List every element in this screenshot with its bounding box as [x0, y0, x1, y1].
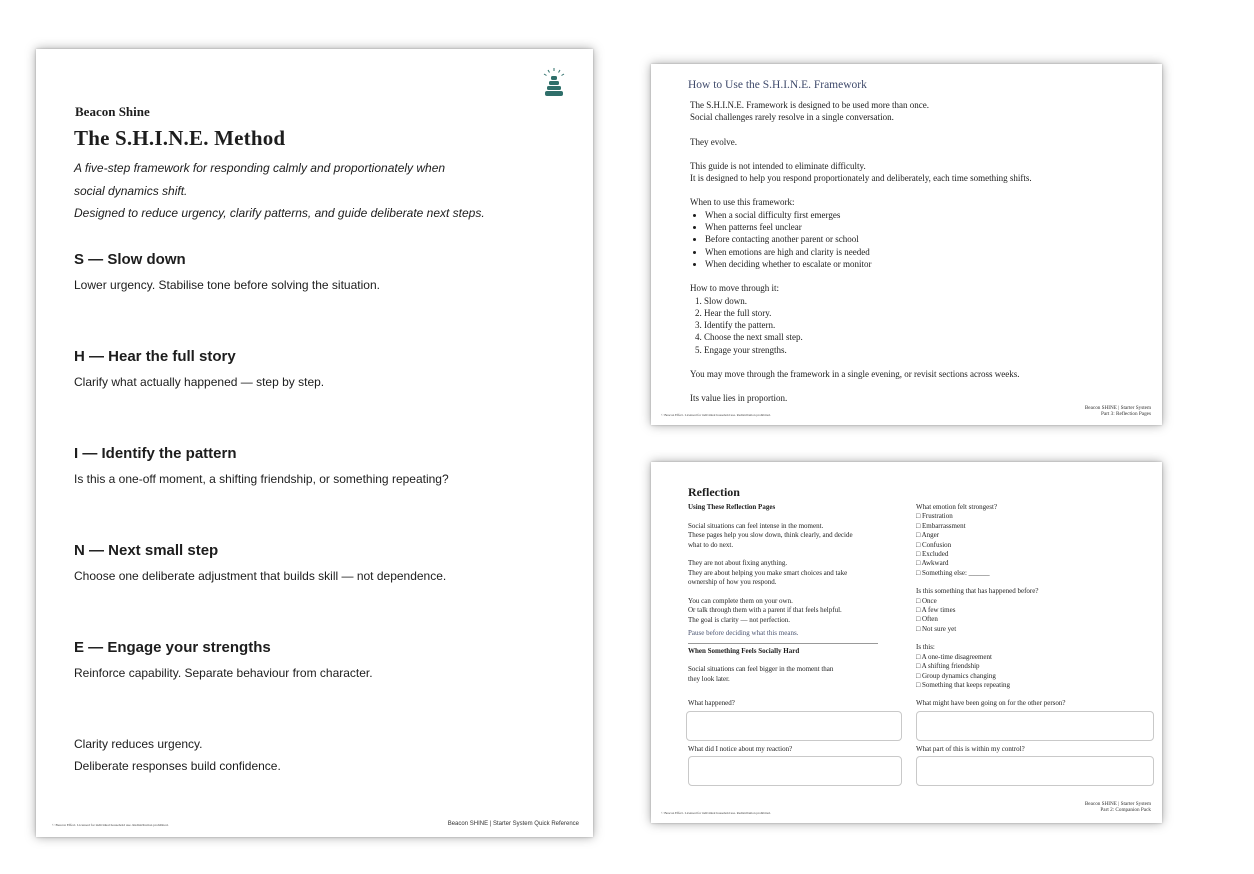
- section-heading: Using These Reflection Pages: [688, 503, 776, 511]
- checkbox-option[interactable]: □ A shifting friendship: [916, 662, 980, 671]
- page-heading: How to Use the S.H.I.N.E. Framework: [688, 79, 867, 91]
- intro-line: Designed to reduce urgency, clarify patterns, and guide deliberate next steps.: [74, 206, 485, 220]
- paragraph-line: The S.H.I.N.E. Framework is designed to be used more than once.: [690, 100, 929, 110]
- checkbox-option[interactable]: □ Group dynamics changing: [916, 671, 996, 680]
- step-heading: N — Next small step: [74, 542, 219, 559]
- list-item: 1. Slow down.: [704, 295, 1150, 307]
- question-label: What happened?: [688, 699, 735, 707]
- checkbox-option[interactable]: □ Not sure yet: [916, 624, 957, 633]
- paragraph-line: You may move through the framework in a single evening, or revisit sections across weeks.: [690, 369, 1020, 380]
- list-item: • When a social difficulty first emerges: [705, 209, 1150, 221]
- list-item: • Before contacting another parent or school: [705, 233, 1150, 245]
- checkbox-option[interactable]: □ Something else: ______: [916, 568, 990, 577]
- step-text: Is this a one-off moment, a shifting friendship, or something repeating?: [74, 472, 449, 486]
- answer-box-happened[interactable]: [686, 711, 902, 741]
- checkbox-option[interactable]: □ A one-time disagreement: [916, 652, 992, 661]
- step-s: [74, 251, 574, 292]
- footer-line: Beacon SHINE | Starter System: [1084, 801, 1151, 807]
- paragraph-line: they look later.: [688, 674, 730, 683]
- checkbox-option[interactable]: □ Frustration: [916, 512, 953, 521]
- question-label: What might have been going on for the other person?: [916, 699, 1066, 707]
- page-title: The S.H.I.N.E. Method: [74, 126, 286, 150]
- list-label: How to move through it:: [690, 283, 779, 294]
- closing-line: Deliberate responses build confidence.: [74, 759, 281, 773]
- question-label: What emotion felt strongest?: [916, 503, 998, 511]
- step-heading: E — Engage your strengths: [74, 639, 271, 656]
- footer-line: Part 2: Companion Pack: [1100, 807, 1151, 813]
- paragraph-line: You can complete them on your own.: [688, 596, 793, 605]
- answer-box-control[interactable]: [916, 756, 1154, 786]
- paragraph-line: It is designed to help you respond proportionately and deliberately, each time something shifts.: [690, 173, 1032, 184]
- footer-label: [1085, 801, 1151, 813]
- question-label: Is this something that has happened before?: [916, 587, 1039, 596]
- left-column: [688, 503, 902, 684]
- question-label: Is this:: [916, 643, 935, 652]
- step-h: [74, 348, 574, 389]
- right-column: [916, 503, 1146, 690]
- footer-line: Beacon SHINE | Starter System: [1084, 405, 1151, 411]
- brand-name: Beacon Shine: [75, 104, 150, 119]
- question-label: What part of this is within my control?: [916, 745, 1025, 753]
- footer-label: [1085, 405, 1151, 417]
- paragraph-line: Its value lies in proportion.: [690, 393, 788, 404]
- reflection-page: [651, 462, 1162, 823]
- paragraph-line: They evolve.: [690, 136, 737, 147]
- footer-line: Part 3: Reflection Pages: [1101, 411, 1151, 417]
- list-item: 3. Identify the pattern.: [704, 319, 1150, 331]
- pause-note: Pause before deciding what this means.: [688, 629, 799, 637]
- page-body: [690, 99, 1150, 405]
- beacon-stack-icon: [536, 67, 572, 101]
- paragraph-line: ownership of how you respond.: [688, 578, 777, 586]
- paragraph-line: This guide is not intended to eliminate difficulty.: [690, 160, 866, 171]
- checkbox-option[interactable]: □ A few times: [916, 606, 956, 615]
- checkbox-option[interactable]: □ Embarrassment: [916, 521, 966, 530]
- step-heading: I — Identify the pattern: [74, 445, 237, 462]
- paragraph-line: The goal is clarity — not perfection.: [688, 615, 791, 624]
- list-item: 5. Engage your strengths.: [704, 344, 1150, 356]
- checkbox-option[interactable]: □ Excluded: [916, 550, 949, 559]
- footer-license: © Beacon Effect. Licensed for individual household use. Redistribution prohibited.: [661, 413, 771, 417]
- paragraph-line: These pages help you slow down, think clearly, and decide: [688, 531, 853, 539]
- checkbox-option[interactable]: □ Confusion: [916, 540, 952, 549]
- paragraph-line: They are not about fixing anything.: [688, 559, 788, 567]
- quick-reference-page: [36, 49, 593, 837]
- step-n: [74, 542, 574, 583]
- list-item: 2. Hear the full story.: [704, 307, 1150, 319]
- step-text: Lower urgency. Stabilise tone before solving the situation.: [74, 278, 380, 292]
- page-heading: Reflection: [688, 485, 740, 499]
- checkbox-option[interactable]: □ Anger: [916, 531, 940, 540]
- step-e: [74, 639, 574, 680]
- closing-line: Clarity reduces urgency.: [74, 737, 203, 751]
- paragraph-line: Social challenges rarely resolve in a single conversation.: [690, 112, 894, 123]
- list-item: 4. Choose the next small step.: [704, 331, 1150, 343]
- list-label: When to use this framework:: [690, 197, 795, 208]
- section-heading: When Something Feels Socially Hard: [688, 646, 800, 655]
- question-label: What did I notice about my reaction?: [688, 745, 793, 753]
- step-heading: H — Hear the full story: [74, 348, 236, 365]
- answer-box-other-person[interactable]: [916, 711, 1154, 741]
- divider: [688, 643, 878, 644]
- checkbox-option[interactable]: □ Once: [916, 596, 937, 605]
- checkbox-option[interactable]: □ Something that keeps repeating: [916, 680, 1011, 689]
- step-heading: S — Slow down: [74, 251, 186, 268]
- when-list: [690, 209, 1150, 270]
- step-i: [74, 445, 574, 486]
- list-item: • When patterns feel unclear: [705, 221, 1150, 233]
- answer-box-reaction[interactable]: [688, 756, 902, 786]
- closing-text: [74, 733, 281, 777]
- paragraph-line: Social situations can feel intense in the moment.: [688, 521, 824, 530]
- checkbox-option[interactable]: □ Awkward: [916, 559, 949, 568]
- checkbox-option[interactable]: □ Often: [916, 615, 938, 624]
- step-text: Reinforce capability. Separate behaviour from character.: [74, 666, 373, 680]
- step-text: Clarify what actually happened — step by step.: [74, 375, 325, 389]
- intro-line: social dynamics shift.: [74, 183, 188, 198]
- intro-line: A five-step framework for responding calmly and proportionately when: [74, 161, 446, 175]
- list-item: • When emotions are high and clarity is needed: [705, 246, 1150, 258]
- footer-label: Beacon SHINE | Starter System Quick Reference: [447, 821, 579, 827]
- step-text: Choose one deliberate adjustment that builds skill — not dependence.: [74, 569, 447, 583]
- how-to-use-page: [651, 64, 1162, 425]
- footer-license: © Beacon Effect. Licensed for individual household use. Redistribution prohibited.: [661, 811, 771, 815]
- paragraph-line: They are about helping you make smart choices and take: [688, 568, 848, 577]
- footer-license: © Beacon Effect. Licensed for individual household use. Redistribution prohibited.: [52, 823, 169, 827]
- paragraph-line: Social situations can feel bigger in the moment than: [688, 665, 834, 673]
- list-item: • When deciding whether to escalate or monitor: [705, 258, 1150, 270]
- paragraph-line: what to do next.: [688, 540, 734, 549]
- paragraph-line: Or talk through them with a parent if that feels helpful.: [688, 606, 842, 614]
- intro-text: [74, 157, 544, 225]
- how-list: [690, 295, 1150, 356]
